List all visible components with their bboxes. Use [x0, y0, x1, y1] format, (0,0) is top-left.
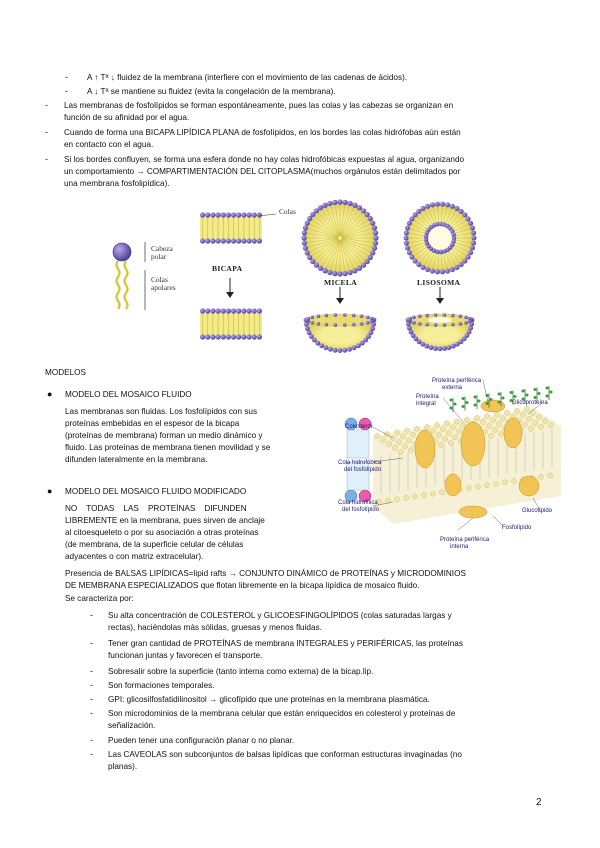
label-colas-apolares: Colas apolares	[151, 275, 176, 293]
model2-line: adyacentes o con matriz extracelular).	[65, 552, 204, 561]
bullet-temp-down: A ↓ Tª se mantiene su fluidez (evita la congelación de la membrana).	[87, 87, 336, 96]
dash: -	[45, 127, 48, 137]
micelle-icon	[301, 199, 378, 276]
dash: -	[90, 666, 93, 676]
label-glicoproteina: Glicoproteína	[512, 400, 548, 406]
feature-1-line-2: rectas), haciéndolas más sólidas, gruesas y menos fluidas.	[108, 623, 322, 632]
model2-line: al citoesqueleto o por su asociación a otras proteínas	[65, 528, 259, 537]
bullet-temp-up: A ↑ Tª ↓ fluidez de la membrana (interfiere con el movimiento de las cadenas de ácidos).	[87, 73, 408, 82]
model1-line: (proteínas de membrana) forman un medio dinámico y	[65, 431, 263, 440]
page-number: 2	[536, 797, 542, 808]
dash: -	[90, 680, 93, 690]
dash: -	[90, 694, 93, 704]
dash: -	[45, 154, 48, 164]
label-glucolipido: Glucolípido	[522, 508, 553, 514]
label-proteina-periferica-externa: Proteína periférica externa	[432, 378, 482, 391]
liposome-icon	[404, 202, 477, 275]
feature-2-line-1: Tener gran cantidad de PROTEÍNAS de membrana INTEGRALES y PERIFÉRICAS, las proteínas	[108, 639, 463, 648]
feature-8-line-1: Las CAVEOLAS son subconjuntos de balsas lipídicas que conforman estructuras invaginadas (no	[108, 750, 462, 759]
dash: -	[90, 610, 93, 620]
feature-6-line-2: señalización.	[108, 721, 156, 730]
bilayer-icon	[200, 308, 262, 339]
model2-line: NO TODAS LAS PROTEÍNAS DIFUNDEN	[65, 504, 247, 513]
paragraph-3-line-2: un comportamiento → COMPARTIMENTACIÓN DEL CITOPLASMA(muchos orgánulos están delimitados por	[64, 167, 461, 176]
model1-title: MODELO DEL MOSAICO FLUIDO	[65, 390, 192, 399]
label-micela: MICELA	[324, 278, 358, 287]
se-caracteriza: Se caracteriza por:	[65, 594, 134, 603]
paragraph-2-line-2: en contacto con el agua.	[64, 140, 154, 149]
paragraph-2-line-1: Cuando de forma una BICAPA LIPÍDICA PLANA de fosfolípidos, en los bordes las colas hidrófobas aún están	[64, 128, 461, 137]
models-heading: MODELOS	[45, 368, 86, 377]
half-micelle-icon	[304, 313, 377, 353]
feature-8-line-2: planas).	[108, 762, 138, 771]
half-liposome-icon	[406, 313, 475, 351]
dash: -	[90, 708, 93, 718]
feature-4: Son formaciones temporales.	[108, 681, 215, 690]
single-phospholipid-icon	[113, 243, 131, 309]
feature-6-line-1: Son microdominios de la membrana celular que están enriquecidos en colesterol y proteínas de	[108, 709, 456, 718]
model1-line: fluido. Las proteínas de membrana tienen movilidad y se	[65, 443, 271, 452]
feature-1-line-1: Su alta concentración de COLESTEROL y GLICOESFINGOLÍPIDOS (colas saturadas largas y	[108, 611, 452, 620]
label-colesterol: Colesterol	[345, 424, 373, 430]
model2-title: MODELO DEL MOSAICO FLUIDO MODIFICADO	[65, 487, 247, 496]
label-proteina-periferica-interna: Proteína periférica interna	[440, 537, 490, 550]
label-cola-hidrofobica: Cola hidrofóbica del fosfolípido	[338, 460, 382, 473]
label-colas: Colas	[279, 207, 296, 216]
dash: -	[45, 100, 48, 110]
bullet-dot: ●	[47, 389, 53, 399]
feature-2-line-2: funcionan juntas y favorecen el transporte.	[108, 651, 263, 660]
dash: -	[90, 735, 93, 745]
dash: -	[65, 72, 68, 82]
label-cabeza-polar: Cabeza polar	[151, 244, 173, 262]
model2-line: (de membrana, de la superficie celular de células	[65, 540, 244, 549]
dash: -	[90, 638, 93, 648]
label-proteina-integral: Proteína integral	[416, 394, 439, 407]
paragraph-3-line-1: Si los bordes confluyen, se forma una esfera donde no hay colas hidrofóbicas expuestas al agua, organizando	[64, 155, 465, 164]
feature-7: Pueden tener una configuración planar o no planar.	[108, 736, 295, 745]
label-fosfolipido: Fosfolípido	[502, 525, 532, 531]
feature-5: GPI: glicosilfosfatidilinositol → glicofípido que une proteínas en la membrana plasmática.	[108, 695, 430, 704]
dash: -	[65, 86, 68, 96]
feature-3: Sobresalir sobre la superficie (tanto interna como externa) de la bicap.lip.	[108, 667, 374, 676]
model1-line: Las membranas son fluidas. Los fosfolípidos con sus	[65, 407, 258, 416]
paragraph-1-line-1: Las membranas de fosfolípidos se forman espontáneamente, pues las colas y las cabezas se organizan en	[64, 101, 454, 110]
model2-line: LIBREMENTE en la membrana, pues sirven de anclaje	[65, 516, 265, 525]
label-bicapa: BICAPA	[212, 264, 243, 273]
paragraph-3-line-3: una membrana fosfolipídica).	[64, 179, 170, 188]
paragraph-1-line-2: función de su afinidad por el agua.	[64, 113, 190, 122]
rafts-line-1: Presencia de BALSAS LIPÍDICAS=lipid rafts → CONJUNTO DINÁMICO de PROTEÍNAS y MICRODOMINIOS	[65, 569, 466, 578]
model1-line: proteínas embebidas en el espesor de la bicapa	[65, 419, 240, 428]
rafts-line-2: DE MEMBRANA ESPECIALIZADOS que flotan libremente en la bicapa lipídica de mosaico fluido.	[65, 581, 420, 590]
dash: -	[90, 749, 93, 759]
label-liposoma: LISOSOMA	[417, 278, 461, 287]
bilayer-icon	[200, 212, 262, 243]
model1-line: difunden lateralmente en la membrana.	[65, 455, 208, 464]
bullet-dot: ●	[47, 486, 53, 496]
label-cola-hidrofilica: Cola hidrofílica del fosfolípido	[338, 500, 380, 513]
